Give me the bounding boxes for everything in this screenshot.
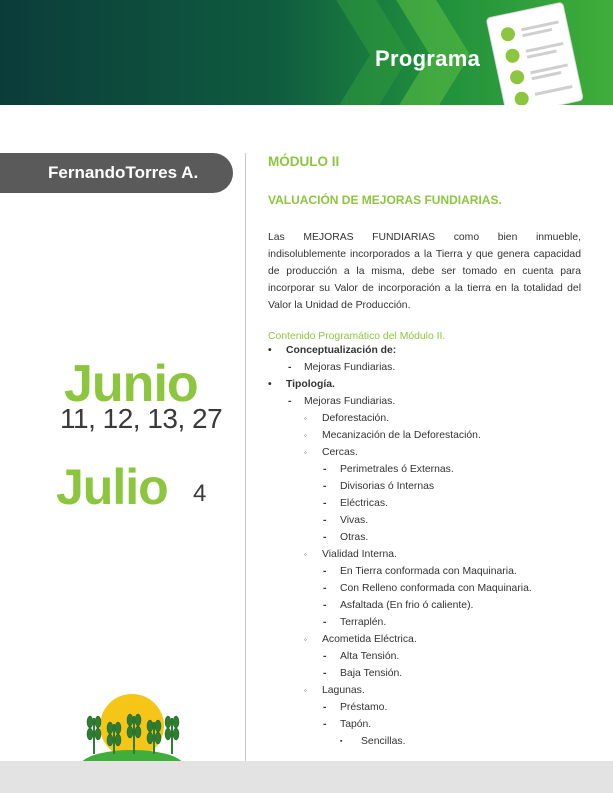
content-list xyxy=(268,342,581,750)
footer-band xyxy=(0,761,613,793)
list-item: ◦ Vialidad Interna. xyxy=(268,546,581,563)
header-banner xyxy=(0,0,613,105)
list-item: • Tipología. xyxy=(268,376,581,393)
list-item: ▪ Sencillas. xyxy=(268,733,581,750)
column-divider xyxy=(245,153,246,761)
list-item: - Vivas. xyxy=(268,512,581,529)
month-julio: Julio xyxy=(56,459,168,515)
crop-sun-icon xyxy=(80,688,190,763)
list-item: - Baja Tensión. xyxy=(268,665,581,682)
list-item: - Mejoras Fundiarias. xyxy=(268,359,581,376)
module-intro: Las MEJORAS FUNDIARIAS como bien inmueble, indisolublemente incorporados a la Tierra y que genera capacidad de producción a la misma, debe ser tomado en cuenta para incorporar su Valor de incorporación a la tierra en la totalidad del Valor la Unidad de Producción. xyxy=(268,232,581,311)
month-junio: Junio xyxy=(64,355,198,413)
list-item: • Conceptualización de: xyxy=(268,342,581,359)
list-item: - Perimetrales ó Externas. xyxy=(268,461,581,478)
list-item: - Eléctricas. xyxy=(268,495,581,512)
page-title: Programa xyxy=(375,46,481,71)
module-subtitle: VALUACIÓN DE MEJORAS FUNDIARIAS. xyxy=(268,193,502,207)
list-item: ◦ Cercas. xyxy=(268,444,581,461)
checklist-icon xyxy=(485,0,595,105)
list-item: - En Tierra conformada con Maquinaria. xyxy=(268,563,581,580)
module-content xyxy=(268,150,581,750)
list-item: - Divisorias ó Internas xyxy=(268,478,581,495)
list-item: - Asfaltada (En frio ó caliente). xyxy=(268,597,581,614)
list-item: ◦ Mecanización de la Deforestación. xyxy=(268,427,581,444)
list-item: - Alta Tensión. xyxy=(268,648,581,665)
instructor-name: FernandoTorres A. xyxy=(48,163,199,182)
julio-days: 4 xyxy=(193,480,207,507)
list-item: ◦ Deforestación. xyxy=(268,410,581,427)
list-item: - Otras. xyxy=(268,529,581,546)
instructor-badge xyxy=(0,153,233,193)
list-item: ◦ Acometida Eléctrica. xyxy=(268,631,581,648)
list-item: - Mejoras Fundiarias. xyxy=(268,393,581,410)
content-heading: Contenido Programático del Módulo II. xyxy=(268,331,446,342)
list-item: - Tapón. xyxy=(268,716,581,733)
list-item: - Terraplén. xyxy=(268,614,581,631)
list-item: - Con Relleno conformada con Maquinaria. xyxy=(268,580,581,597)
module-title: MÓDULO II xyxy=(268,154,340,169)
junio-days: 11, 12, 13, 27 xyxy=(60,403,223,434)
list-item: - Préstamo. xyxy=(268,699,581,716)
list-item: ◦ Lagunas. xyxy=(268,682,581,699)
